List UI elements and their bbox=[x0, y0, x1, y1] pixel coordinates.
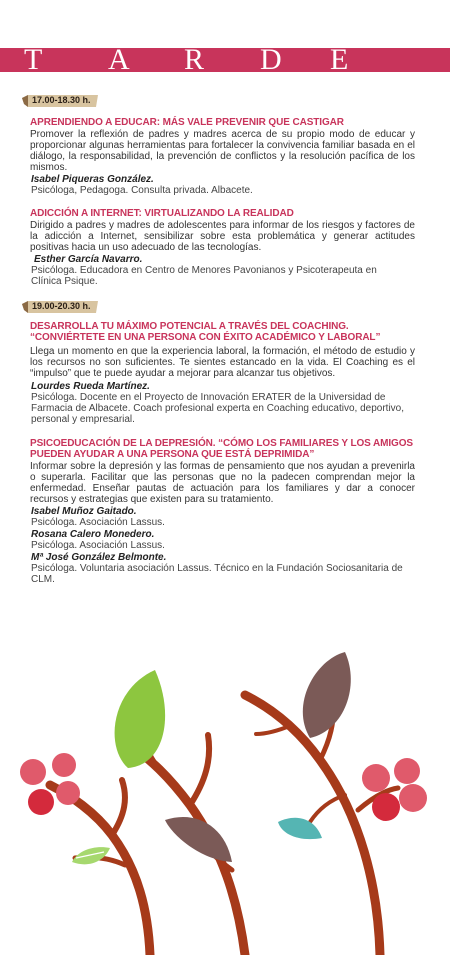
speaker-role: Psicóloga. Asociación Lassus. bbox=[31, 517, 165, 528]
branches-illustration bbox=[0, 630, 450, 955]
speaker-role: Psicóloga. Voluntaria asociación Lassus. Técnico en la Fundación Sociosanitaria de CLM. bbox=[31, 563, 403, 585]
time-tag bbox=[20, 300, 100, 314]
time-tag bbox=[20, 94, 100, 108]
talk-title: DESARROLLA TU MÁXIMO POTENCIAL A TRAVÉS DEL COACHING. “CONVIÉRTETE EN UNA PERSONA CON ÉXITO ACADÉMICO Y LABORAL” bbox=[30, 321, 381, 343]
talk-description: Informar sobre la depresión y las formas de pensamiento que nos ayudan a prevenirla o superarla. Facilitar que las personas que no la padecen comprendan mejor la enfermedad. Enseñar pautas de actuación para los familiares y dar a conocer recursos y estrategias que existen para su tratamiento. bbox=[30, 461, 415, 505]
session-time: 19.00-20.30 h. bbox=[32, 301, 91, 311]
header-letter: E bbox=[330, 43, 349, 76]
talk-title: PSICOEDUCACIÓN DE LA DEPRESIÓN. “CÓMO LOS FAMILIARES Y LOS AMIGOS PUEDEN AYUDAR A UNA PERSONA QUE ESTÁ DEPRIMIDA” bbox=[30, 438, 413, 460]
header-letter: T bbox=[24, 43, 43, 76]
header-letter: R bbox=[184, 43, 205, 76]
talk-description: Dirigido a padres y madres de adolescentes para informar de los riesgos y factores de la adicción a Internet, sensibilizar sobre esta problemática y generar actitudes positivas hacia un uso adecuado de las tecnologías. bbox=[30, 220, 415, 253]
speaker-role: Psicóloga. Docente en el Proyecto de Innovación ERATER de la Universidad de Farmacia de Albacete. Coach profesional experta en Coaching educativo, deportivo, personal y empresarial. bbox=[31, 392, 405, 425]
speaker-role: Psicóloga, Pedagoga. Consulta privada. Albacete. bbox=[31, 185, 253, 196]
header-letter: A bbox=[108, 43, 130, 76]
session-time: 17.00-18.30 h. bbox=[32, 95, 91, 105]
speaker-name: Esther García Navarro. bbox=[34, 254, 143, 265]
header-letter: D bbox=[260, 43, 282, 76]
talk-description: Promover la reflexión de padres y madres acerca de su propio modo de educar y proporcionar algunas herramientas para fortalecer la convivencia familiar basada en el diálogo, la responsabilidad, la prevención de conflictos y la resolución pacífica de los mismos. bbox=[30, 129, 415, 173]
speaker-name: Isabel Piqueras González. bbox=[31, 174, 154, 185]
talk-title: ADICCIÓN A INTERNET: VIRTUALIZANDO LA REALIDAD bbox=[30, 208, 294, 219]
speaker-role: Psicóloga. Asociación Lassus. bbox=[31, 540, 165, 551]
talk-title: APRENDIENDO A EDUCAR: MÁS VALE PREVENIR QUE CASTIGAR bbox=[30, 117, 344, 128]
speaker-name: Rosana Calero Monedero. bbox=[31, 529, 155, 540]
talk-description: Llega un momento en que la experiencia laboral, la formación, el método de estudio y los recursos no son suficientes. Te sientes estancado en la vida. El Coaching es el “impulso” que te puede ayudar a mejorar para alcanzar tus objetivos. bbox=[30, 346, 415, 379]
speaker-role: Psicóloga. Educadora en Centro de Menores Pavonianos y Psicoterapeuta en Clínica Psique. bbox=[31, 265, 377, 287]
speaker-name: Mª José González Belmonte. bbox=[31, 552, 167, 563]
header-title bbox=[0, 43, 450, 76]
speaker-name: Lourdes Rueda Martínez. bbox=[31, 381, 150, 392]
speaker-name: Isabel Muñoz Gaitado. bbox=[31, 506, 137, 517]
